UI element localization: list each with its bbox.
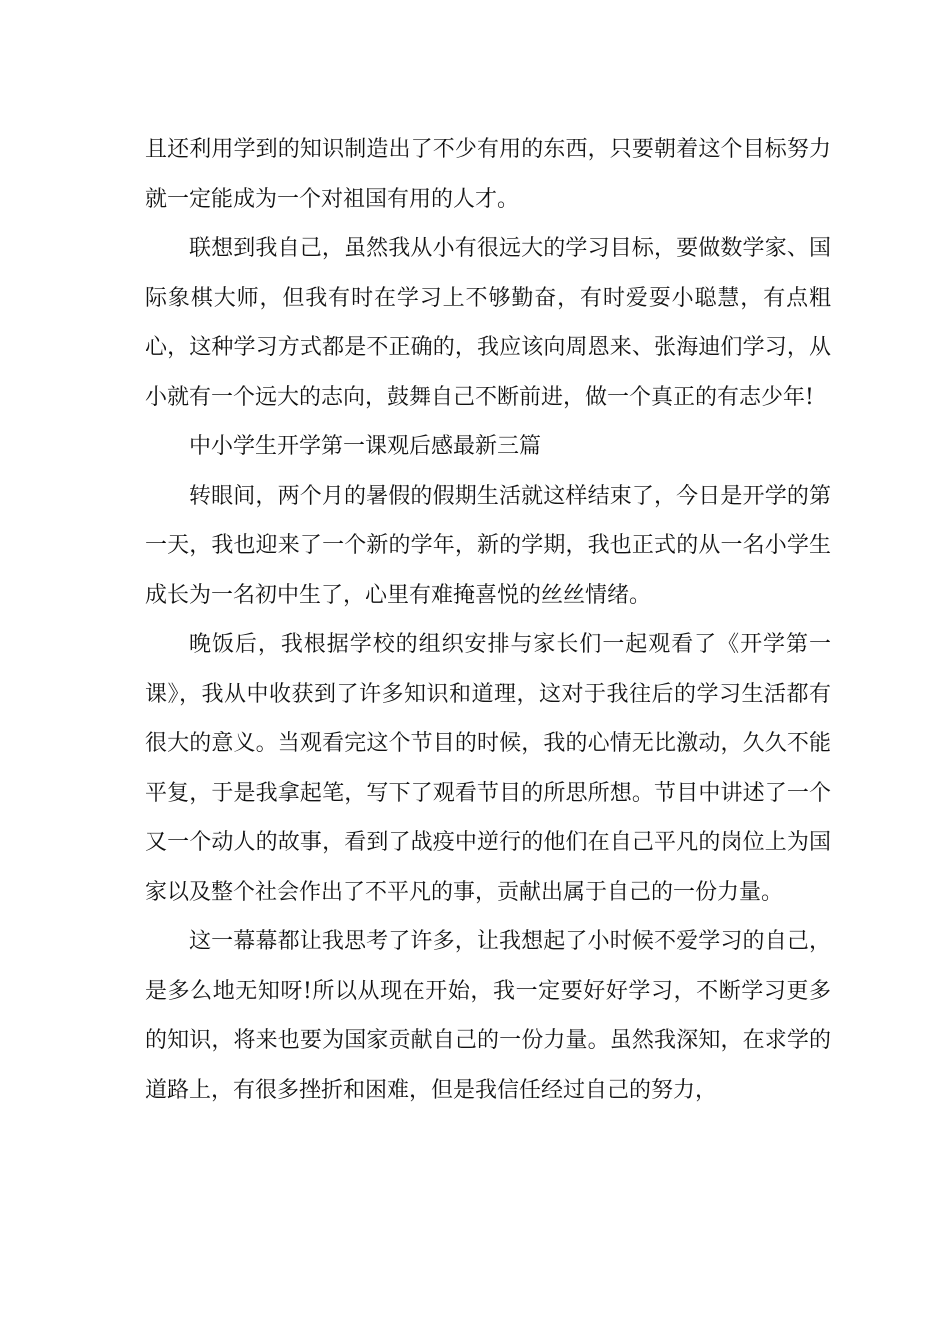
section-heading: 中小学生开学第一课观后感最新三篇 — [189, 434, 542, 459]
document-body — [145, 125, 831, 1115]
paragraph-resolution: 这一幕幕都让我思考了许多，让我想起了小时候不爱学习的自己，是多么地无知呀!所以从现在开始，我一定要好好学习，不断学习更多的知识，将来也要为国家贡献自己的一份力量。虽然我深知，在求学的道路上，有很多挫折和困难，但是我信任经过自己的努力， — [145, 929, 831, 1103]
paragraph-continuation: 且还利用学到的知识制造出了不少有用的东西，只要朝着这个目标努力就一定能成为一个对祖国有用的人才。 — [145, 137, 831, 212]
paragraph-self-reflection: 联想到我自己，虽然我从小有很远大的学习目标，要做数学家、国际象棋大师，但我有时在学习上不够勤奋，有时爱耍小聪慧，有点粗心，这种学习方式都是不正确的，我应该向周恩来、张海迪们学习，从小就有一个远大的志向，鼓舞自己不断前进，做一个真正的有志少年! — [145, 236, 831, 410]
paragraph-watching-program: 晚饭后，我根据学校的组织安排与家长们一起观看了《开学第一课》，我从中收获到了许多知识和道理，这对于我往后的学习生活都有很大的意义。当观看完这个节目的时候，我的心情无比激动，久久不能平复，于是我拿起笔，写下了观看节目的所思所想。节目中讲述了一个又一个动人的故事，看到了战疫中逆行的他们在自己平凡的岗位上为国家以及整个社会作出了不平凡的事，贡献出属于自己的一份力量。 — [145, 632, 831, 905]
paragraph-summer-end: 转眼间，两个月的暑假的假期生活就这样结束了，今日是开学的第一天，我也迎来了一个新的学年，新的学期，我也正式的从一名小学生成长为一名初中生了，心里有难掩喜悦的丝丝情绪。 — [145, 483, 831, 608]
